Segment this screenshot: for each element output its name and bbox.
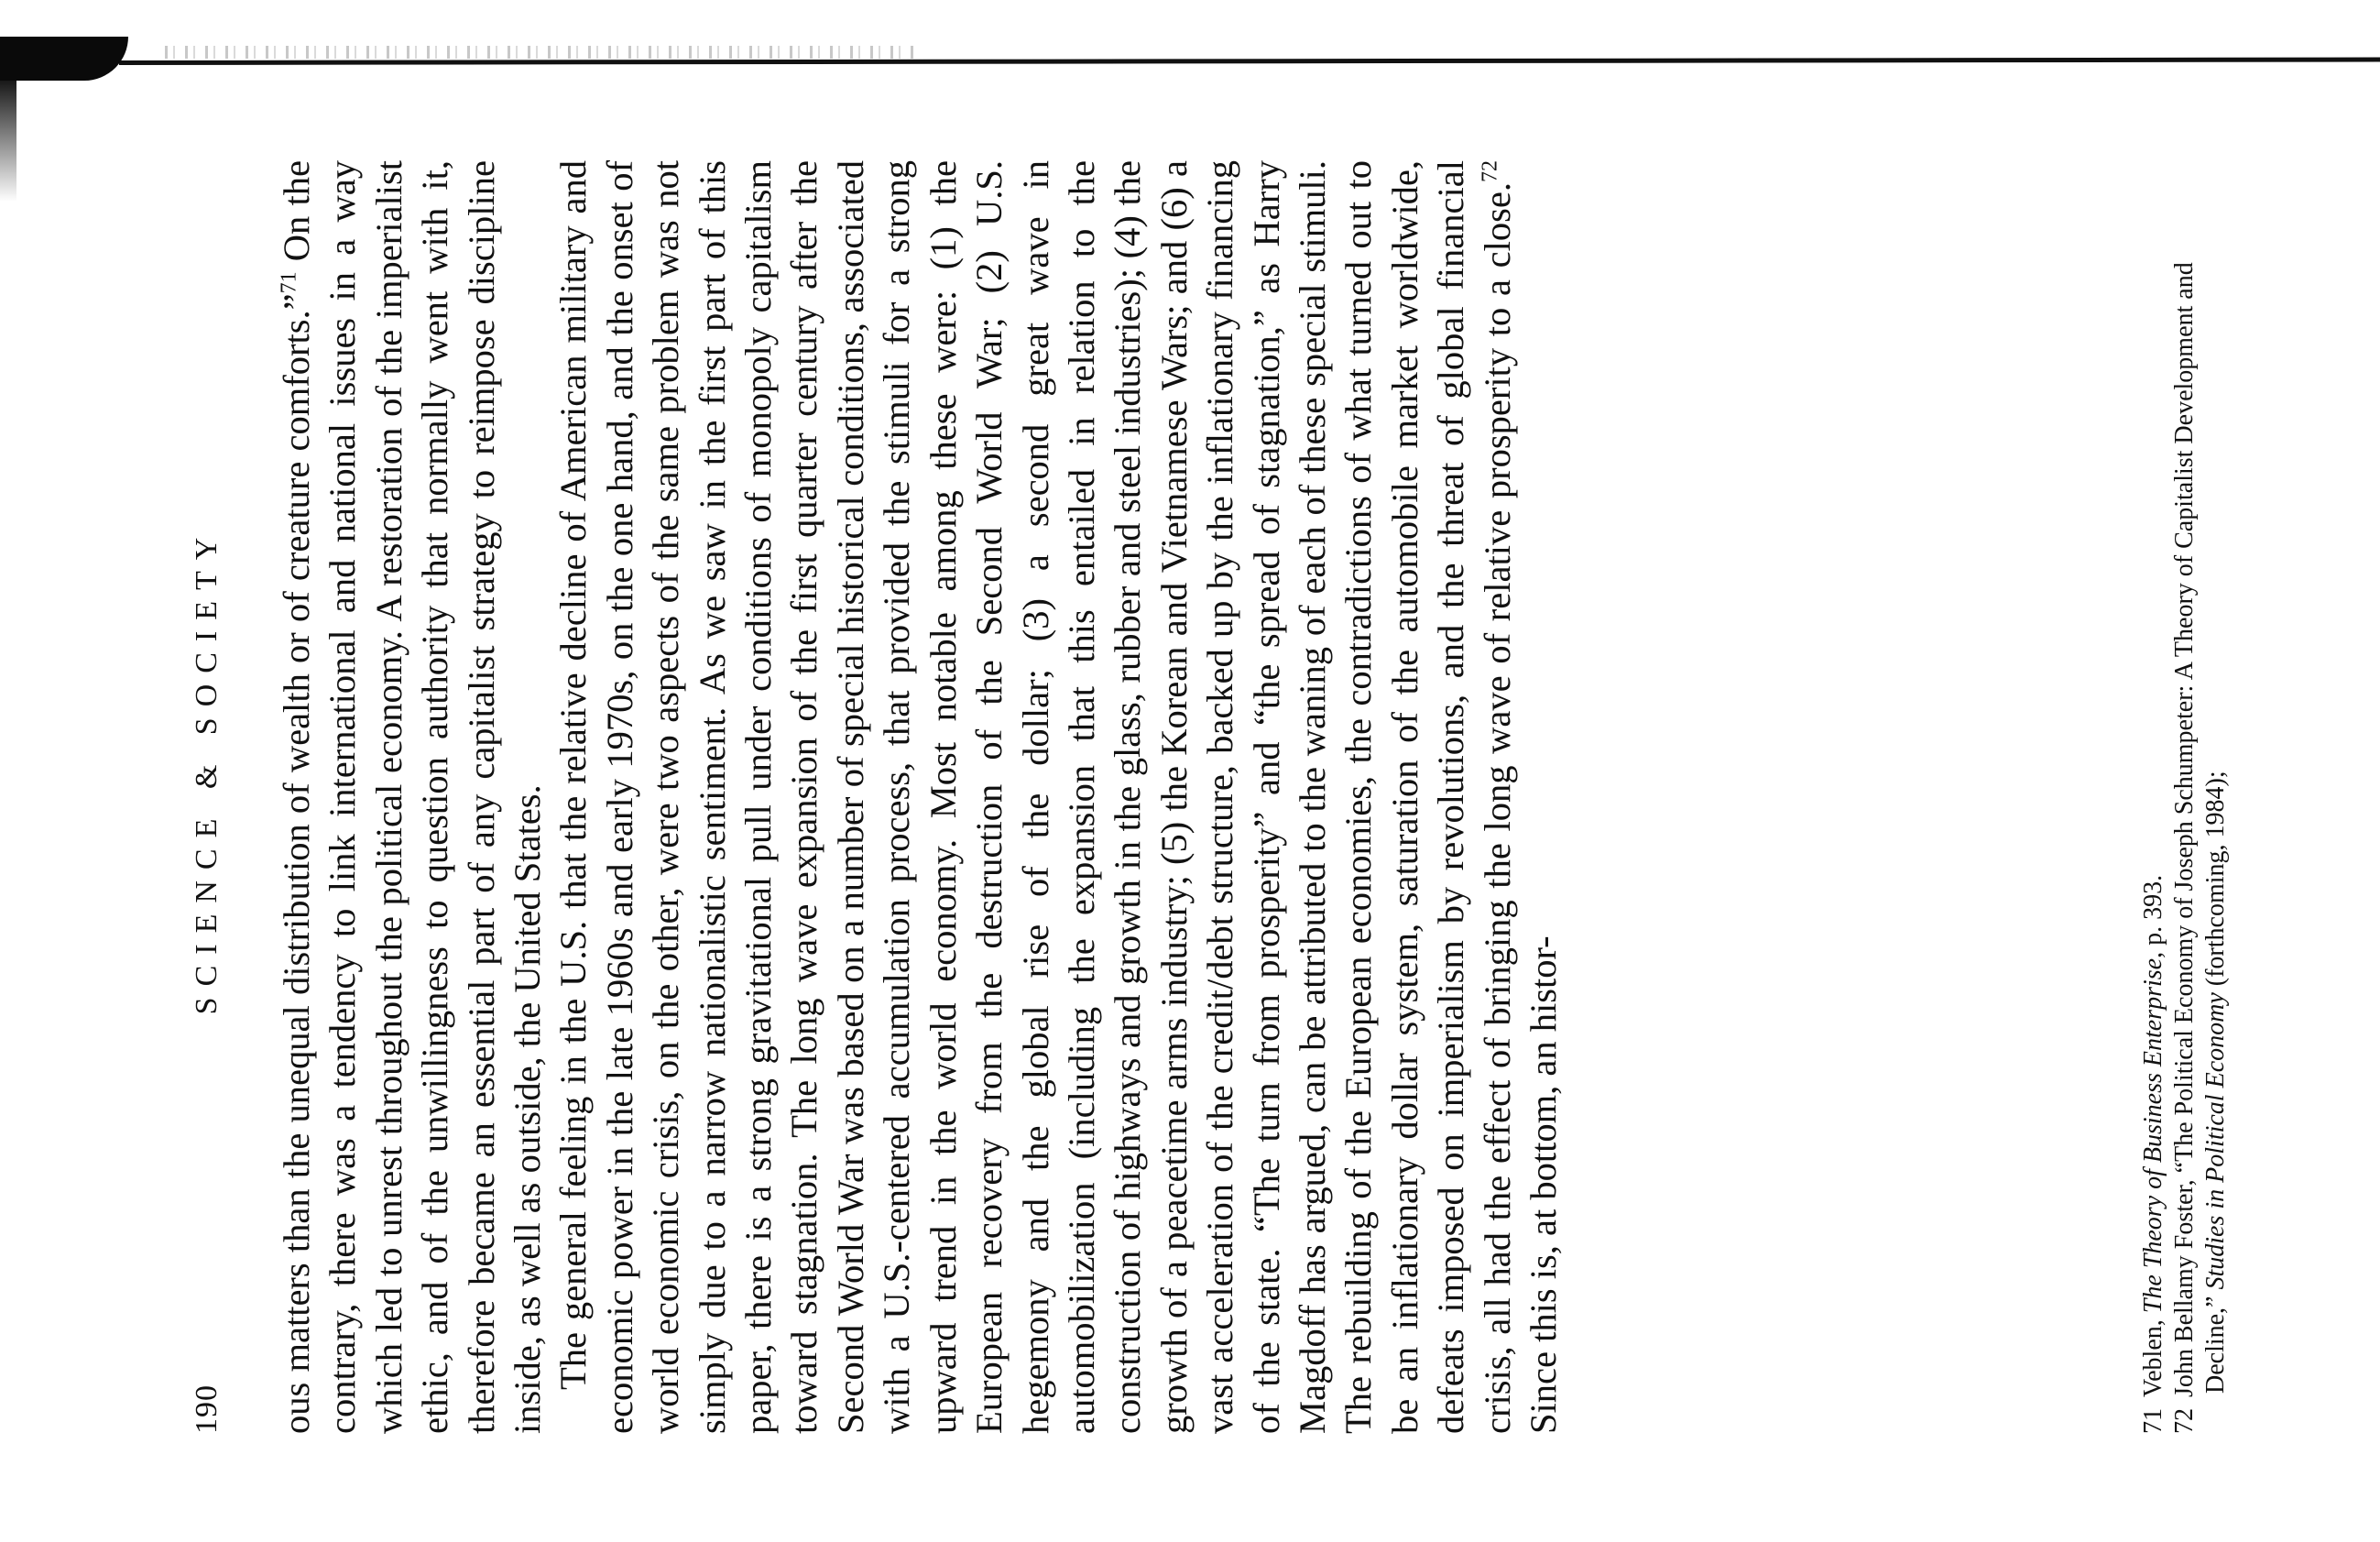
footnote (2169, 160, 2232, 1434)
paragraph-1-text: ous matters than the unequal distribution of wealth or of creature comforts.” (276, 293, 317, 1434)
footnote-number: 71 (2139, 1408, 2167, 1434)
scan-edge-shadow (0, 73, 16, 202)
footnote (2138, 160, 2169, 1434)
footnote-text: Veblen, (2139, 1313, 2167, 1397)
paragraph-2 (551, 160, 1567, 1434)
rotated-page (82, 56, 2298, 1485)
journal-title: SCIENCE & SOCIETY (190, 526, 224, 1015)
footnote-number: 72 (2170, 1408, 2199, 1434)
footnote-title: The Theory of Business Enterprise (2139, 957, 2167, 1314)
paragraph-2-text: The general feeling in the U.S. that the relative decline of American military and economic power in the late 1960s and early 1970s, on the one hand, and the onset of world economic crisis, on the other, were two aspects of the same problem was not simply due to a narrow nationalistic sentiment. As we saw in the first part of this paper, there is a strong gravitational pull under conditions of monopoly capitalism toward stagnation. The long wave expansion of the first quarter century after the Second World War was based on a number of special historical conditions, associated with a U.S.-centered accumulation process, that provided the stimuli for a strong upward trend in the world economy. Most notable among these were: (1) the European recovery from the destruction of the Second World War; (2) U.S. hegemony and the global rise of the dollar; (3) a second great wave in automobilization (including the expansion that this entailed in relation to the construction of highways and growth in the glass, rubber and steel industries); (4) the growth of a peacetime arms industry; (5) the Korean and Vietnamese Wars; and (6) a vast acceleration of the credit/debt structure, backed up by the inflationary financing of the state. “The turn from prosperity” and “the spread of stagnation,” as Harry Magdoff has argued, can be attributed to the waning of each of these special stimuli. The rebuilding of the European economies, the contradictions of what turned out to be an inflationary dollar system, saturation of the automobile market worldwide, defeats imposed on imperialism by revolutions, and the threat of global financial crisis, all had the effect of bringing the long wave of relative prosperity to a close. (552, 160, 1518, 1434)
footnote-text-end: (forthcoming, 1984); (2201, 771, 2230, 993)
footnotes (2138, 160, 2232, 1434)
page-number: 190 (190, 1384, 224, 1434)
footnote-text: John Bellamy Foster, “The Political Economy of Joseph Schumpeter: A Theory of Capitalist Development and Decline,” (2170, 262, 2230, 1397)
paragraph-1-rest: On the contrary, there was a tendency to link international and national issues in a way which led to unrest throughout the political economy. A restoration of the imperialist ethic, and of the unwillingness to question authority that normally went with it, therefore became an essential part of any capitalist strategy to reimpose discipline inside, as well as outside, the United States. (276, 160, 549, 1434)
body-text (274, 160, 1567, 1434)
footnote-ref-71: 71 (277, 271, 301, 294)
footnote-title: Studies in Political Economy (2201, 992, 2230, 1290)
footnote-text-end: , p. 393. (2139, 874, 2167, 958)
footnote-ref-72: 72 (1478, 160, 1502, 182)
paragraph-1 (274, 160, 551, 1434)
running-head (190, 56, 245, 1485)
paragraph-2-rest: Since this is, at bottom, an histor- (1522, 935, 1564, 1434)
